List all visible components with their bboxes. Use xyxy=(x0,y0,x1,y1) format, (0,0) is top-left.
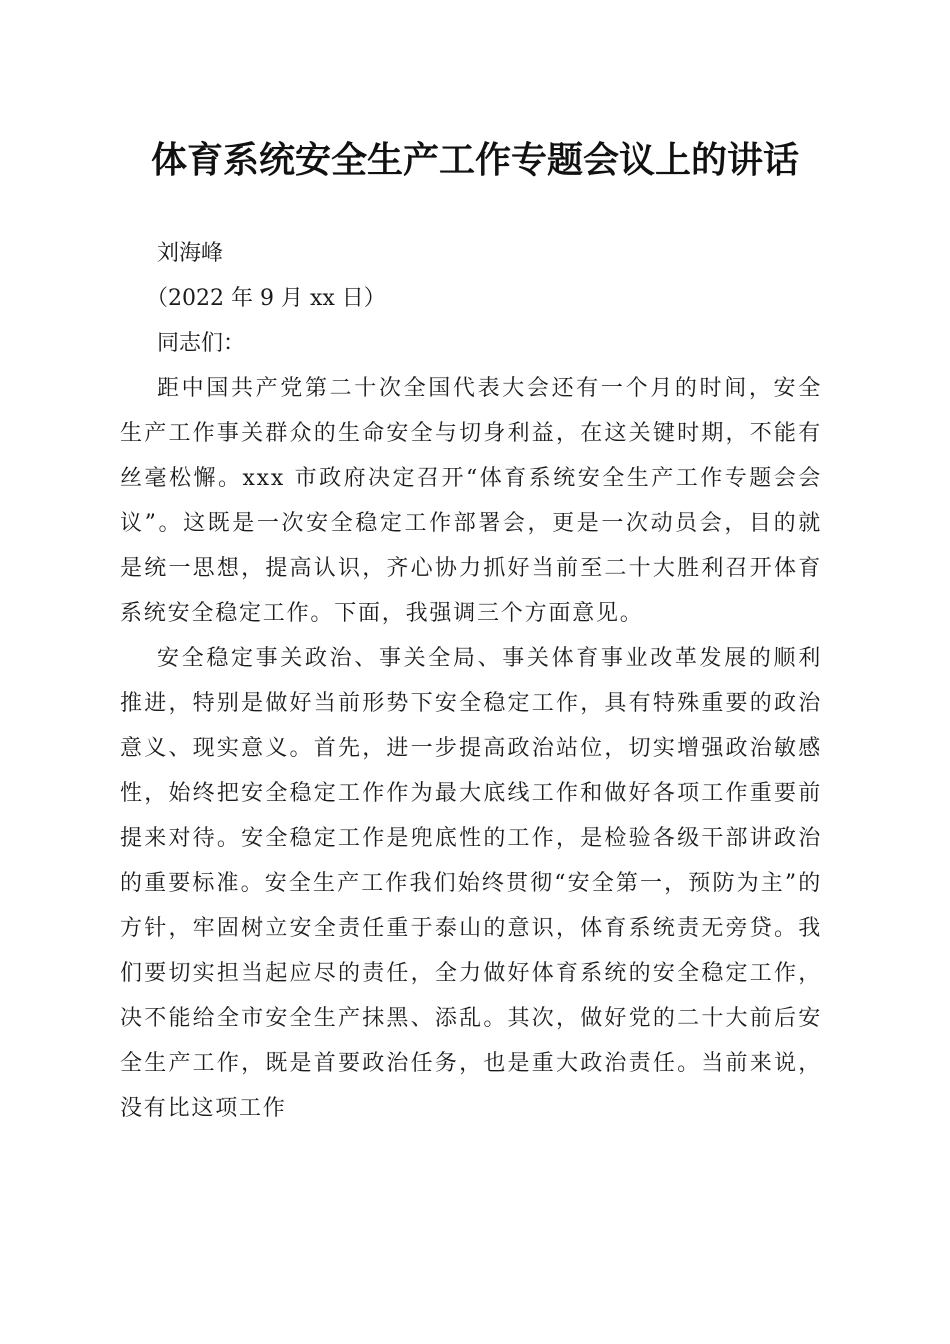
paragraph-2: 安全稳定事关政治、事关全局、事关体育事业改革发展的顺利推进，特别是做好当前形势下安全稳定工作，具有特殊重要的政治意义、现实意义。首先，进一步提高政治站位，切实增强政治敏感性，始终把安全稳定工作作为最大底线工作和做好各项工作重要前提来对待。安全稳定工作是兜底性的工作，是检验各级干部讲政治的重要标准。安全生产工作我们始终贯彻“安全第一，预防为主”的方针，牢固树立安全责任重于泰山的意识，体育系统责无旁贷。我们要切实担当起应尽的责任，全力做好体育系统的安全稳定工作，决不能给全市安全生产抹黑、添乱。其次，做好党的二十大前后安全生产工作，既是首要政治任务，也是重大政治责任。当前来说，没有比这项工作 xyxy=(120,646,822,1121)
speech-date: （2022 年 9 月 xx 日） xyxy=(146,286,386,311)
document-title: 体育系统安全生产工作专题会议上的讲话 xyxy=(150,139,799,181)
document-body xyxy=(120,231,822,1131)
paragraph-1: 距中国共产党第二十次全国代表大会还有一个月的时间，安全生产工作事关群众的生命安全与切身利益，在这关键时期，不能有丝毫松懈。xxx 市政府决定召开“体育系统安全生产工作专题会会议”。这既是一次安全稳定工作部署会，更是一次动员会，目的就是统一思想，提高认识，齐心协力抓好当前至二十大胜利召开体育系统安全稳定工作。下面，我强调三个方面意见。 xyxy=(120,376,822,626)
salutation: 同志们： xyxy=(157,331,246,356)
author-name: 刘海峰 xyxy=(157,241,224,266)
